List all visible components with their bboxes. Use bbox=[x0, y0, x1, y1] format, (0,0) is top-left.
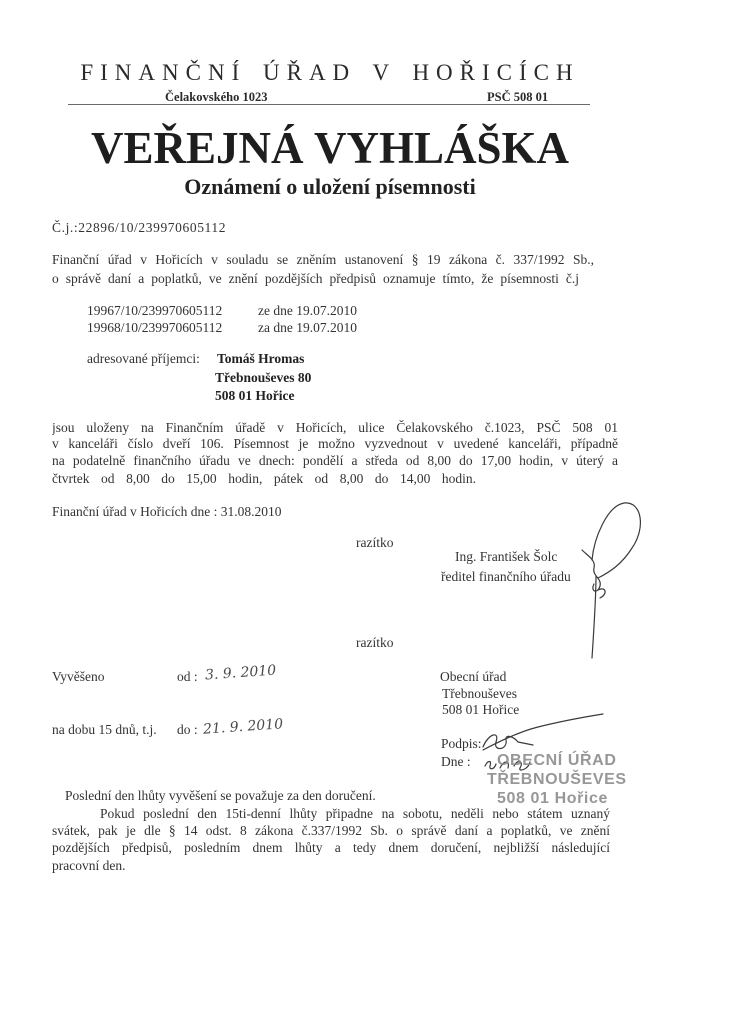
recipient-street: Třebnouševes 80 bbox=[215, 370, 312, 385]
page-title: VEŘEJNÁ VYHLÁŠKA bbox=[91, 123, 569, 173]
recipient-label: adresované příjemci: bbox=[87, 351, 200, 366]
office-postcode: PSČ 508 01 bbox=[487, 90, 549, 104]
closing-line: svátek, pak je dle § 14 odst. 8 zákona č.337/1992 Sb. o správě daní a poplatků, ve znění bbox=[52, 823, 610, 838]
signature-label: Podpis: bbox=[441, 736, 482, 751]
intro-line: Finanční úřad v Hořicích v souladu se zněním ustanovení § 19 zákona č. 337/1992 Sb., bbox=[52, 252, 594, 267]
storage-line: jsou uloženy na Finančním úřadě v Hořicích, ulice Čelakovského č.1023, PSČ 508 01 bbox=[52, 420, 618, 435]
closing-line: pracovní den. bbox=[52, 858, 126, 873]
recipient-city: 508 01 Hořice bbox=[215, 388, 295, 403]
stamp-line-3: 508 01 Hořice bbox=[497, 790, 608, 807]
posted-label: Vyvěšeno bbox=[52, 669, 105, 684]
intro-line: o správě daní a poplatků, ve znění pozdějších předpisů oznamuje tímto, že písemnosti č.j bbox=[52, 271, 579, 286]
storage-line: na podatelně finančního úřadu ve dnech: pondělí a středa od 8,00 do 17,00 hodin, v úterý a bbox=[52, 453, 618, 468]
director-signature bbox=[572, 498, 652, 663]
municipality-name: Obecní úřad bbox=[440, 669, 507, 684]
from-label: od : bbox=[177, 669, 198, 684]
office-name: FINANČNÍ ÚŘAD V HOŘICÍCH bbox=[80, 60, 580, 85]
header-divider bbox=[68, 104, 590, 105]
office-street: Čelakovského 1023 bbox=[165, 90, 268, 104]
reference-number: Č.j.:22896/10/239970605112 bbox=[52, 220, 227, 235]
document-date: ze dne 19.07.2010 bbox=[258, 303, 357, 318]
to-label: do : bbox=[177, 722, 198, 737]
document-date: za dne 19.07.2010 bbox=[258, 320, 357, 335]
storage-line: v kanceláři číslo dveří 106. Písemnost je možno vyzvednout v uvedené kanceláři, případně bbox=[52, 436, 618, 451]
storage-line: čtvrtek od 8,00 do 15,00 hodin, pátek od 8,00 do 14,00 hodin. bbox=[52, 471, 476, 486]
stamp-line-2: TŘEBNOUŠEVES bbox=[487, 771, 627, 788]
closing-line: Poslední den lhůty vyvěšení se považuje za den doručení. bbox=[65, 788, 376, 803]
from-date-handwritten: 3. 9. 2010 bbox=[204, 662, 277, 684]
page-subtitle: Oznámení o uložení písemnosti bbox=[184, 174, 476, 199]
document-number: 19967/10/239970605112 bbox=[87, 303, 223, 318]
signatory-title: ředitel finančního úřadu bbox=[441, 569, 571, 584]
document-number: 19968/10/239970605112 bbox=[87, 320, 223, 335]
signatory-name: Ing. František Šolc bbox=[455, 549, 558, 564]
municipality-village: Třebnouševes bbox=[442, 686, 517, 701]
stamp-line-1: OBECNÍ ÚŘAD bbox=[497, 752, 617, 769]
municipality-city: 508 01 Hořice bbox=[442, 702, 520, 717]
issued-date: Finanční úřad v Hořicích dne : 31.08.2010 bbox=[52, 504, 282, 519]
closing-line: pozdějších předpisů, posledním dnem lhůty a tedy dnem doručení, nejbližší následující bbox=[52, 840, 610, 855]
closing-line: Pokud poslední den 15ti-denní lhůty připadne na sobotu, neděli nebo státem uznaný bbox=[100, 806, 610, 821]
to-date-handwritten: 21. 9. 2010 bbox=[202, 716, 284, 738]
date-label: Dne : bbox=[441, 754, 471, 769]
stamp-placeholder: razítko bbox=[356, 635, 394, 650]
duration-label: na dobu 15 dnů, t.j. bbox=[52, 722, 157, 737]
recipient-name: Tomáš Hromas bbox=[217, 351, 305, 366]
stamp-placeholder: razítko bbox=[356, 535, 394, 550]
